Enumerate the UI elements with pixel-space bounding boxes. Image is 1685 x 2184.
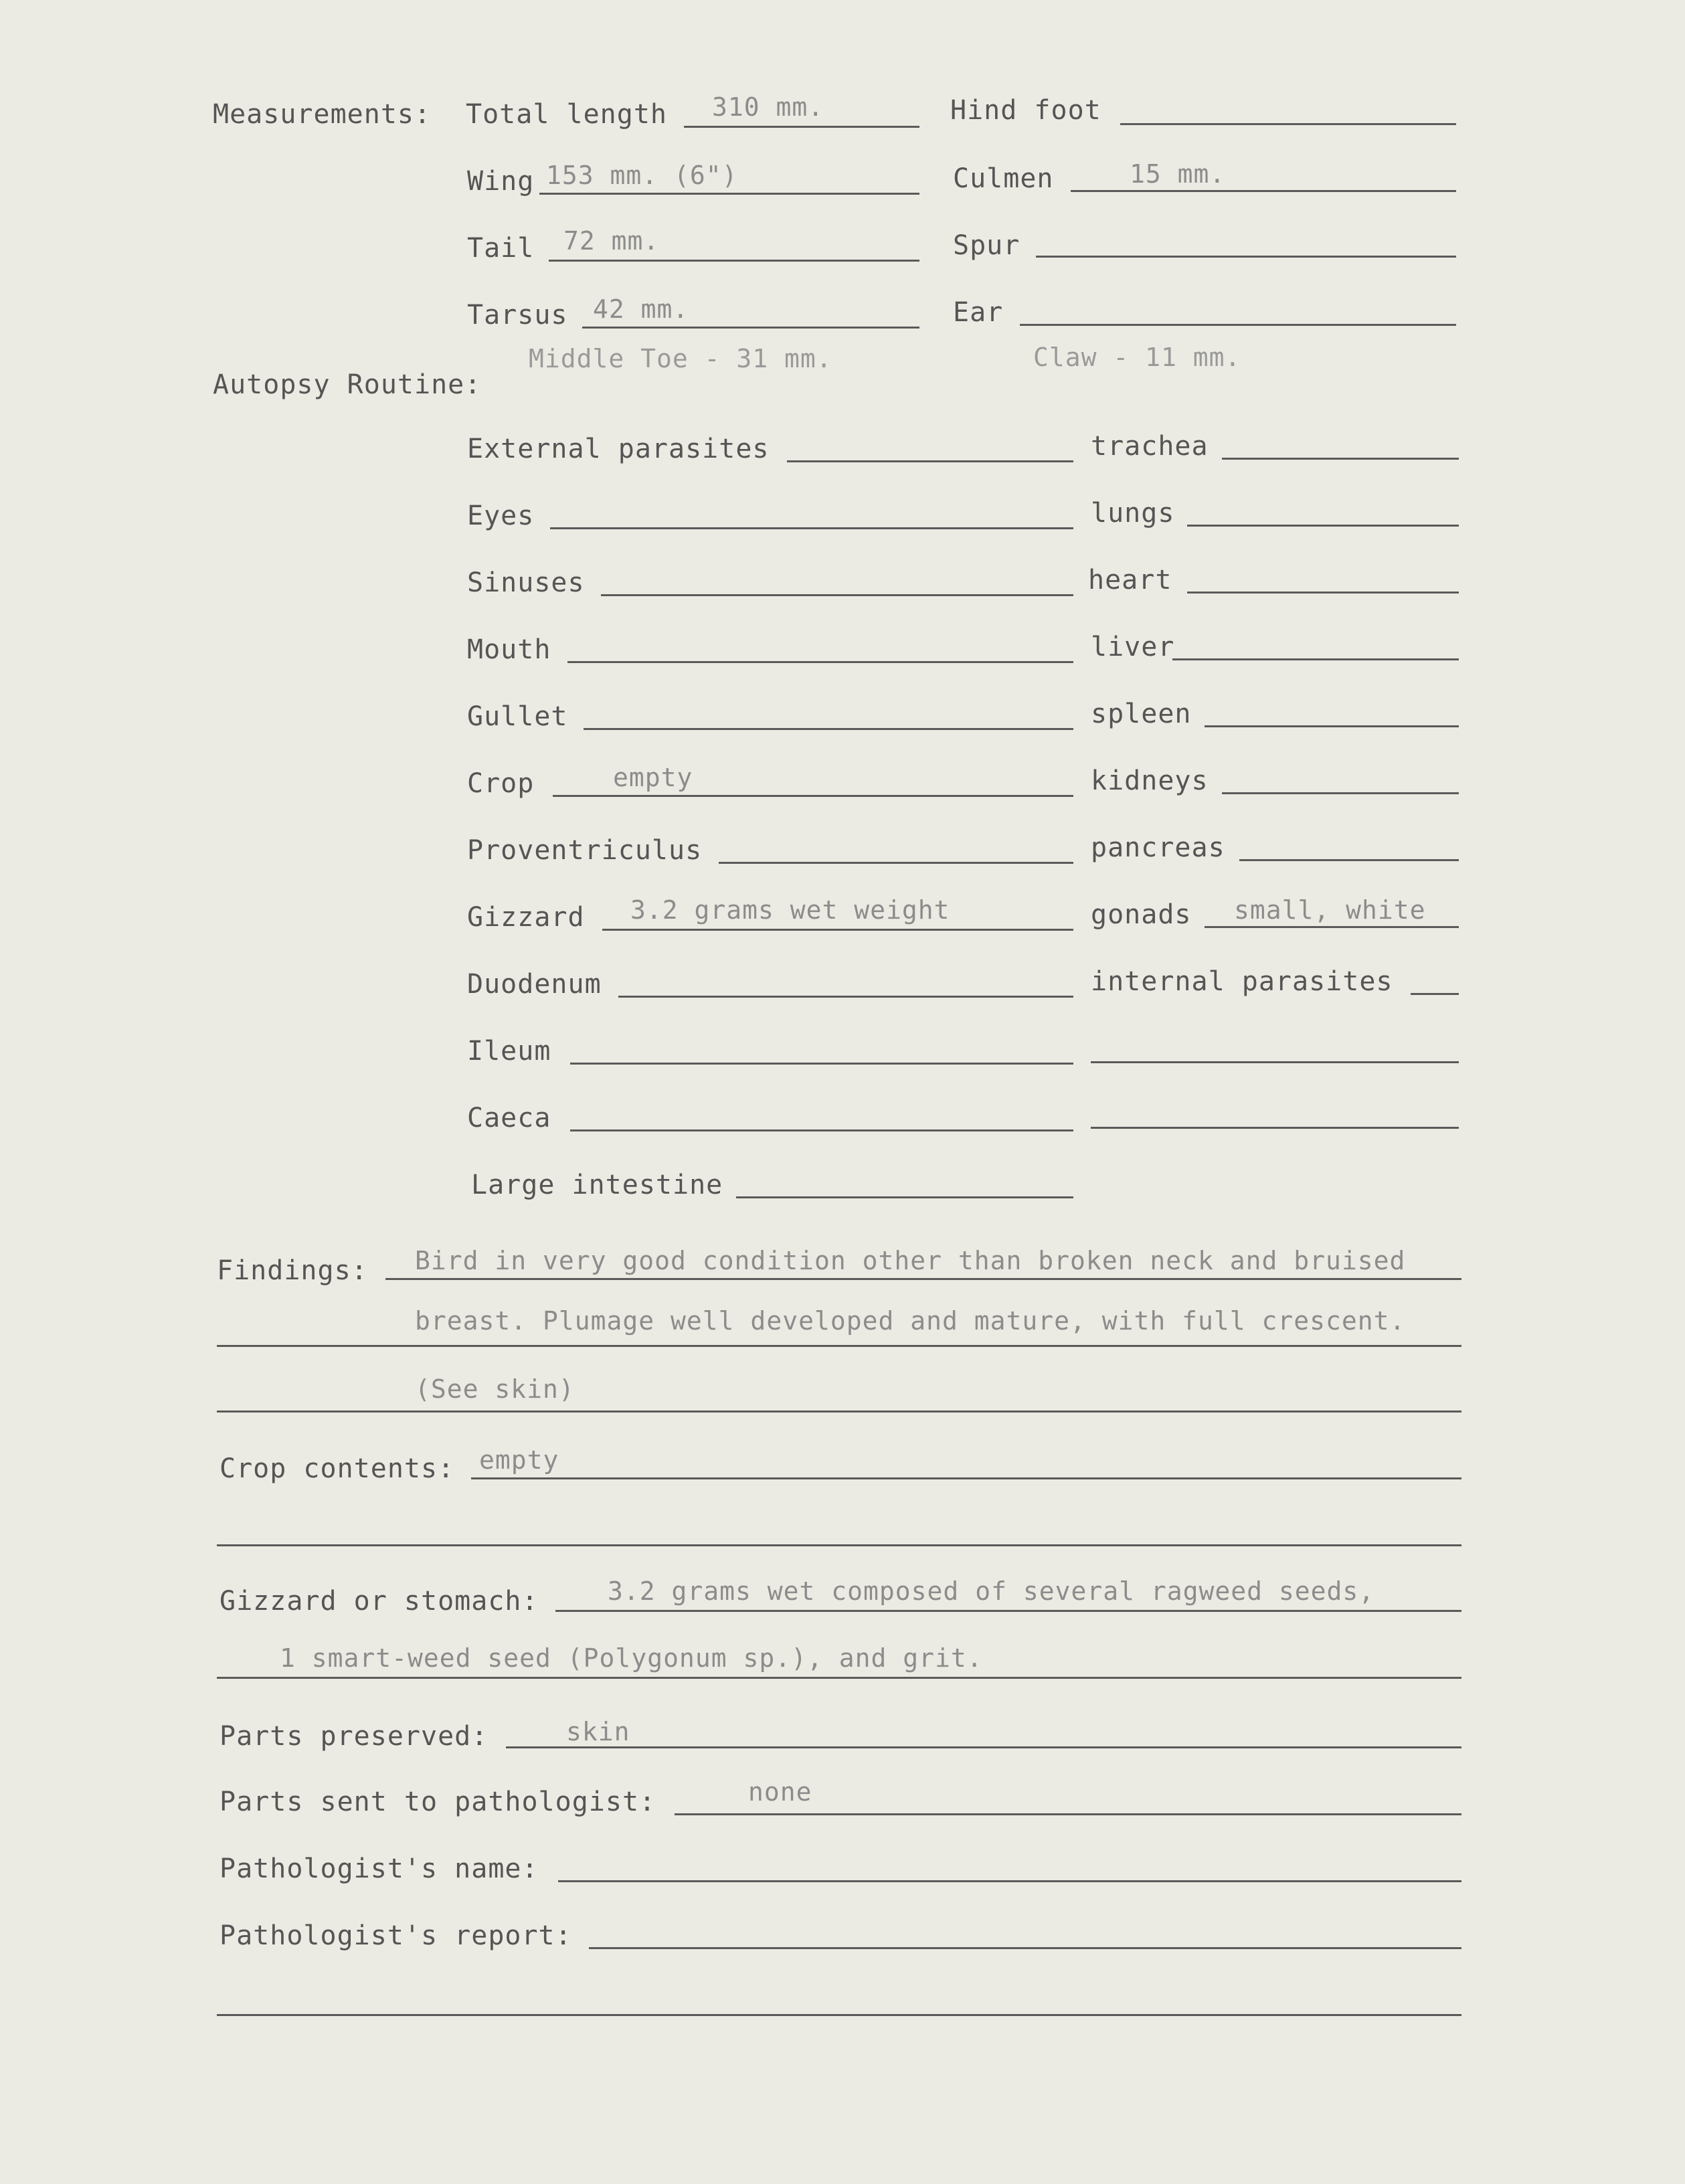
autopsy-heading: Autopsy Routine:	[213, 369, 482, 400]
findings-rule-3	[217, 1410, 1461, 1413]
gonads-label: gonads	[1091, 899, 1192, 930]
blank-line-1	[1091, 1061, 1459, 1063]
parts-sent-line	[675, 1813, 1461, 1815]
parts-preserved-value: skin	[566, 1717, 630, 1746]
ileum-label: Ileum	[467, 1036, 551, 1067]
measurements-heading: Measurements:	[213, 99, 432, 130]
total-length-value: 310 mm.	[712, 92, 824, 122]
pathologist-report-line	[589, 1947, 1461, 1949]
gonads-line	[1205, 926, 1459, 928]
gizzard-value: 3.2 grams wet weight	[630, 895, 950, 925]
ear-label: Ear	[953, 297, 1004, 328]
tarsus-line	[582, 327, 919, 329]
large-intestine-label: Large intestine	[471, 1170, 723, 1200]
crop-contents-line	[471, 1477, 1461, 1479]
trachea-line	[1222, 458, 1459, 460]
gizzard-stomach-line-1: 3.2 grams wet composed of several ragweed seeds,	[608, 1576, 1375, 1606]
gonads-value: small, white	[1234, 895, 1426, 925]
ear-line	[1020, 324, 1456, 326]
ileum-line	[570, 1063, 1073, 1065]
mouth-label: Mouth	[467, 634, 551, 665]
liver-label: liver	[1091, 632, 1175, 662]
kidneys-label: kidneys	[1091, 765, 1209, 796]
gullet-label: Gullet	[467, 701, 568, 732]
parts-sent-label: Parts sent to pathologist:	[219, 1787, 656, 1817]
crop-value: empty	[613, 763, 693, 792]
spleen-line	[1205, 725, 1459, 727]
crop-line	[553, 795, 1073, 797]
total-length-line	[684, 126, 919, 128]
liver-line	[1172, 658, 1459, 660]
culmen-line	[1071, 190, 1456, 192]
findings-line-3: (See skin)	[415, 1374, 575, 1404]
wing-value: 153 mm. (6")	[546, 161, 738, 190]
gizzard-stomach-rule-2	[217, 1677, 1461, 1679]
wing-label: Wing	[467, 166, 535, 197]
spur-label: Spur	[953, 230, 1021, 261]
findings-line-1: Bird in very good condition other than broken neck and bruised	[415, 1246, 1406, 1275]
internal-parasites-label: internal parasites	[1091, 966, 1393, 997]
pathologist-report-label: Pathologist's report:	[219, 1920, 572, 1951]
culmen-value: 15 mm.	[1130, 159, 1226, 189]
tail-label: Tail	[467, 233, 535, 264]
large-intestine-line	[736, 1196, 1073, 1198]
hind-foot-label: Hind foot	[950, 95, 1101, 126]
caeca-line	[570, 1129, 1073, 1131]
wing-line	[539, 193, 919, 195]
internal-parasites-line	[1411, 993, 1459, 995]
gizzard-stomach-rule-1	[555, 1610, 1461, 1612]
findings-rule-1	[385, 1278, 1461, 1280]
findings-rule-2	[217, 1345, 1461, 1347]
pathologist-name-label: Pathologist's name:	[219, 1853, 539, 1884]
total-length-label: Total length	[466, 99, 667, 130]
sinuses-label: Sinuses	[467, 567, 585, 598]
crop-label: Crop	[467, 768, 535, 799]
gizzard-stomach-line-2: 1 smart-weed seed (Polygonum sp.), and grit.	[280, 1643, 983, 1673]
pathologist-report-rule-2	[217, 2014, 1461, 2016]
eyes-line	[550, 527, 1073, 529]
pancreas-line	[1239, 859, 1459, 861]
heart-label: heart	[1088, 565, 1172, 596]
tail-line	[549, 260, 919, 262]
heart-line	[1187, 592, 1459, 594]
claw-note: Claw - 11 mm.	[1033, 343, 1241, 372]
tarsus-value: 42 mm.	[593, 294, 689, 324]
external-parasites-label: External parasites	[467, 434, 770, 464]
hind-foot-line	[1120, 123, 1456, 125]
duodenum-line	[618, 996, 1073, 998]
eyes-label: Eyes	[467, 500, 535, 531]
parts-preserved-line	[506, 1746, 1461, 1748]
gizzard-stomach-label: Gizzard or stomach:	[219, 1586, 539, 1617]
gullet-line	[584, 728, 1073, 730]
gizzard-line	[602, 929, 1073, 931]
trachea-label: trachea	[1091, 431, 1209, 462]
tail-value: 72 mm.	[563, 226, 660, 256]
kidneys-line	[1222, 792, 1459, 794]
blank-line-2	[1091, 1127, 1459, 1129]
spur-line	[1036, 256, 1456, 258]
crop-contents-label: Crop contents:	[219, 1453, 455, 1484]
spleen-label: spleen	[1091, 699, 1192, 729]
parts-sent-value: none	[748, 1777, 812, 1807]
duodenum-label: Duodenum	[467, 969, 602, 1000]
findings-label: Findings:	[217, 1255, 368, 1286]
middle-toe-note: Middle Toe - 31 mm.	[529, 344, 832, 373]
pancreas-label: pancreas	[1091, 832, 1225, 863]
sinuses-line	[601, 594, 1073, 596]
gizzard-label: Gizzard	[467, 902, 585, 933]
parts-preserved-label: Parts preserved:	[219, 1721, 489, 1752]
culmen-label: Culmen	[953, 163, 1054, 194]
pathologist-name-line	[558, 1880, 1461, 1882]
caeca-label: Caeca	[467, 1103, 551, 1133]
findings-line-2: breast. Plumage well developed and mature, with full crescent.	[415, 1306, 1406, 1336]
mouth-line	[567, 661, 1073, 663]
external-parasites-line	[787, 460, 1073, 462]
crop-contents-rule-2	[217, 1544, 1461, 1546]
lungs-label: lungs	[1091, 498, 1175, 529]
proventriculus-line	[719, 862, 1073, 864]
proventriculus-label: Proventriculus	[467, 835, 703, 866]
crop-contents-value: empty	[479, 1445, 559, 1475]
lungs-line	[1187, 525, 1459, 527]
tarsus-label: Tarsus	[467, 300, 568, 331]
